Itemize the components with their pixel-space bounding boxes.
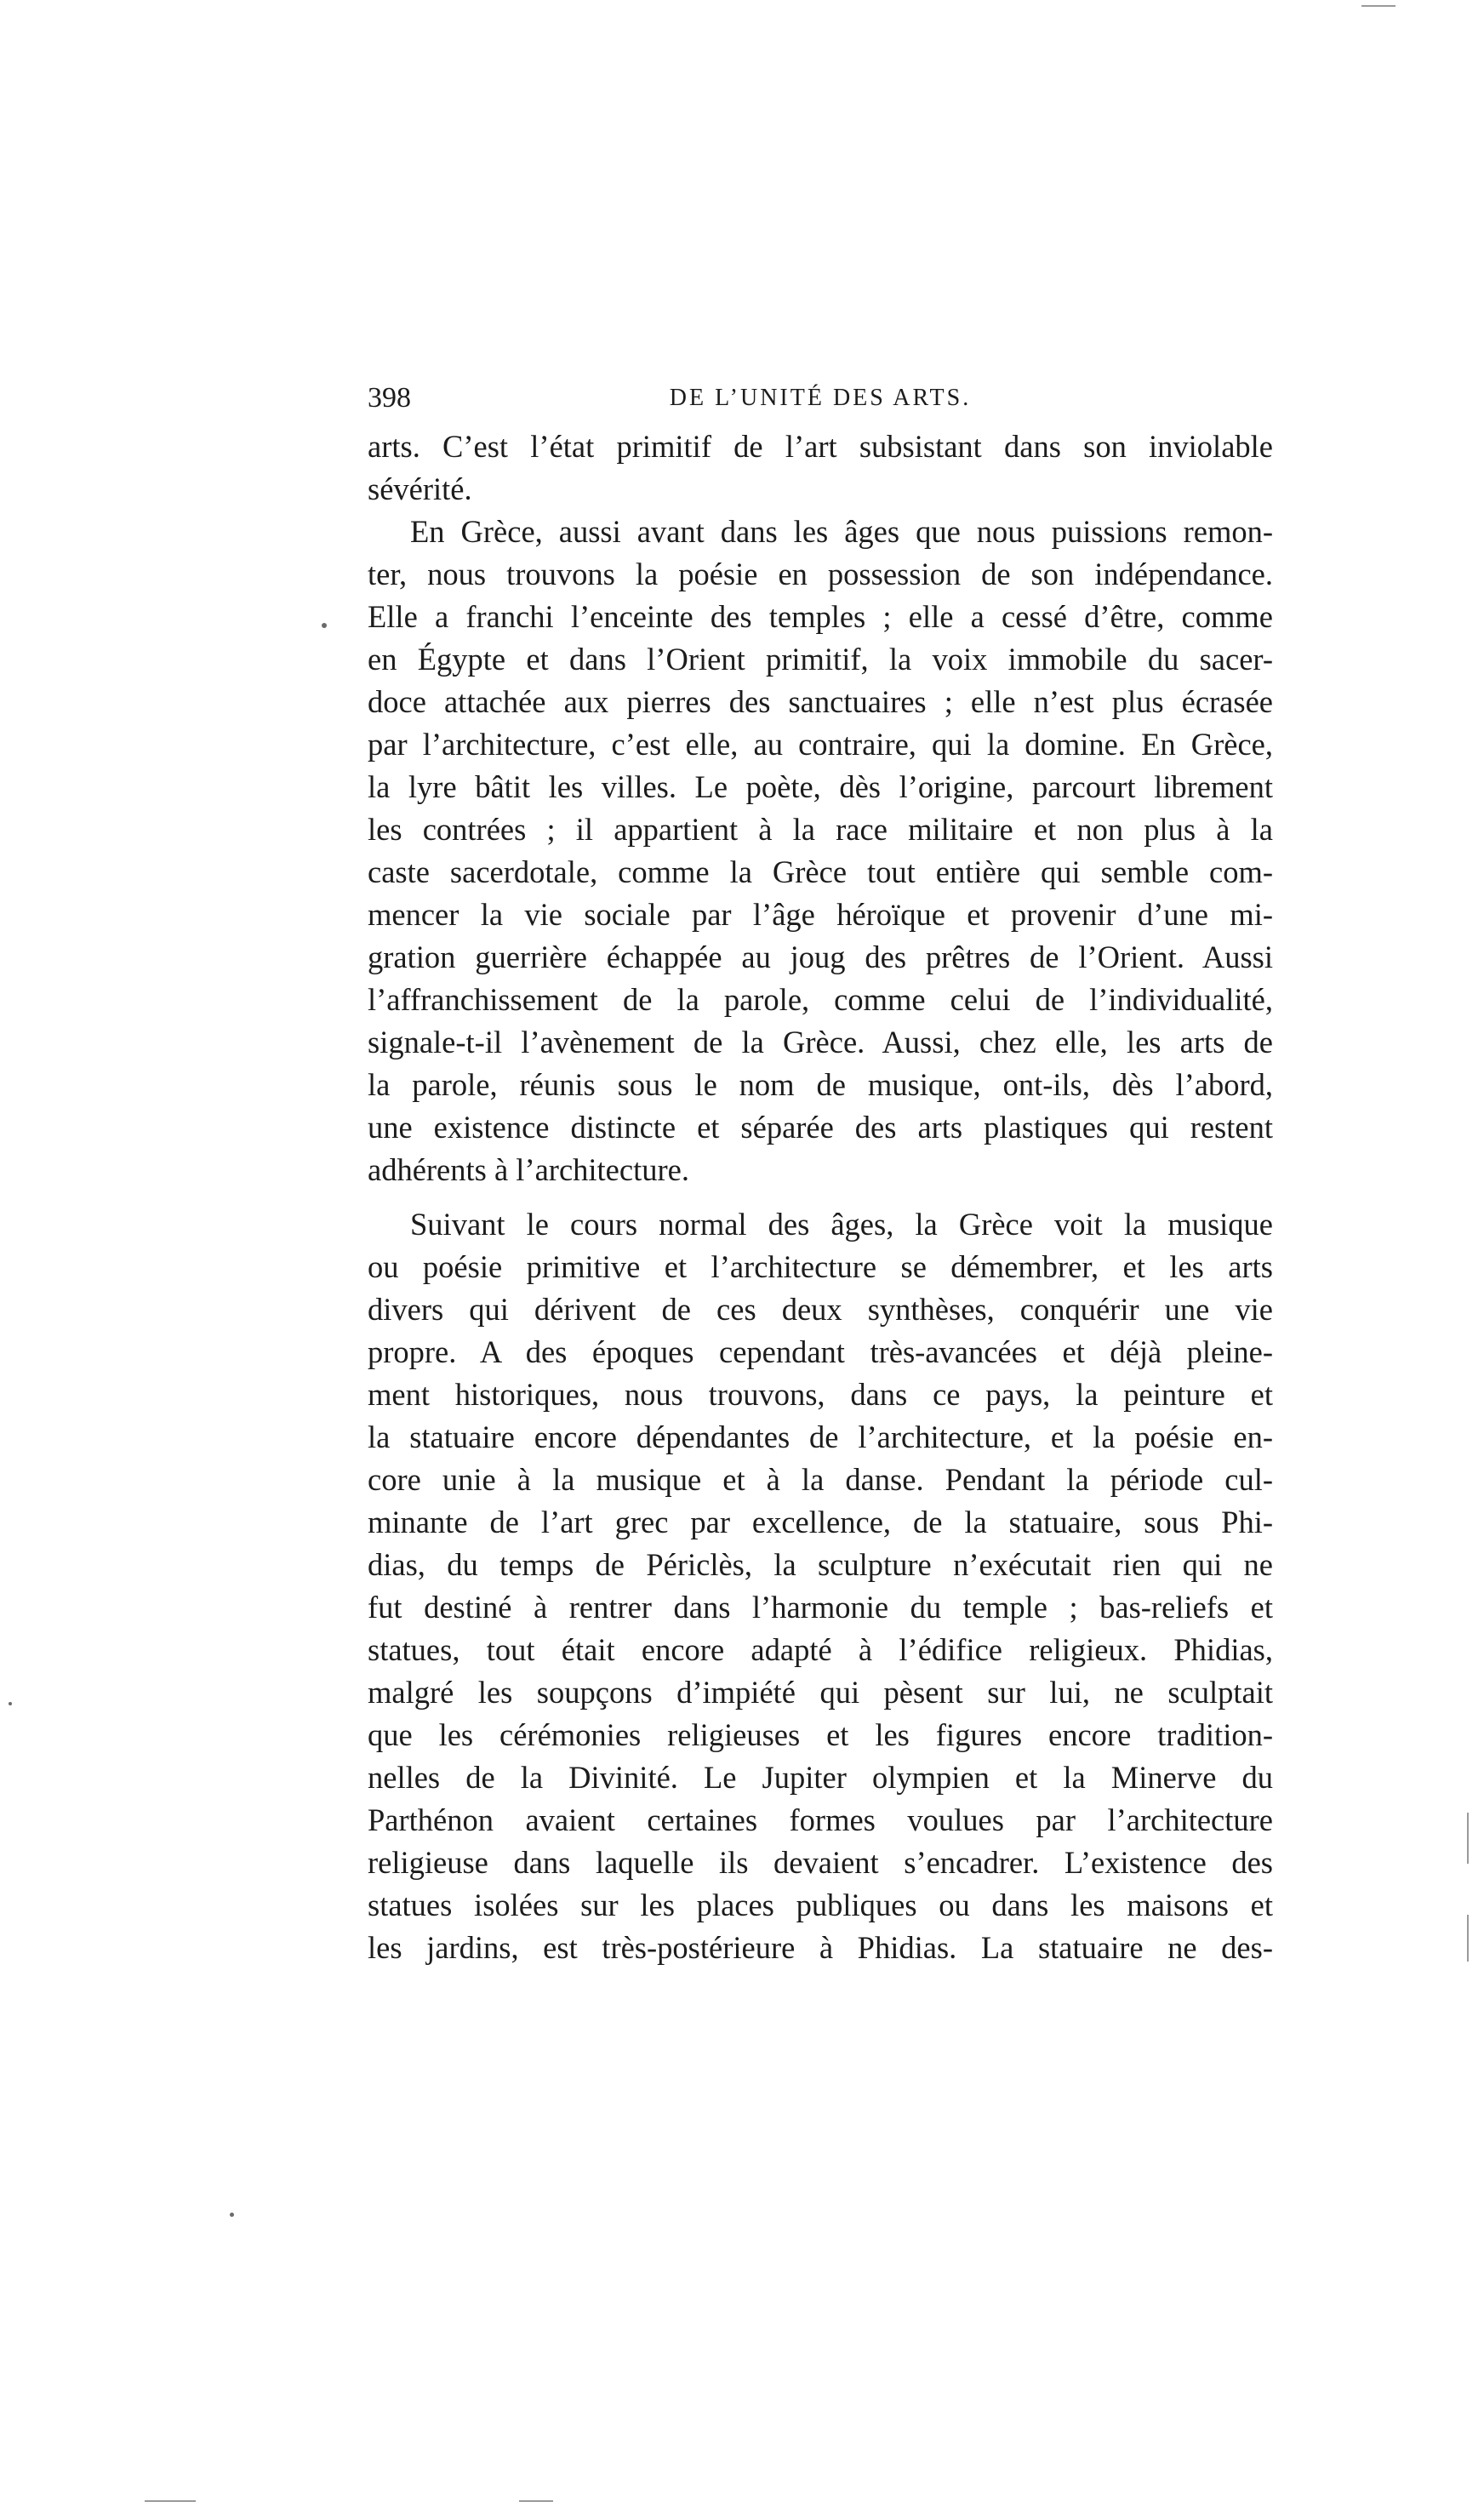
text-line: mencer la vie sociale par l’âge héroïque et provenir d’une mi- bbox=[368, 897, 1273, 932]
text-line: propre. A des époques cependant très-avancées et déjà pleine- bbox=[368, 1334, 1273, 1369]
text-line: adhérents à l’architecture. bbox=[368, 1152, 689, 1187]
text-line: signale-t-il l’avènement de la Grèce. Aussi, chez elle, les arts de bbox=[368, 1025, 1273, 1059]
paragraph-1 bbox=[368, 425, 1273, 511]
text-line: En Grèce, aussi avant dans les âges que nous puissions remon- bbox=[410, 514, 1273, 549]
text-line: ou poésie primitive et l’architecture se démembrer, et les arts bbox=[368, 1249, 1273, 1284]
text-line: que les cérémonies religieuses et les figures encore tradition- bbox=[368, 1717, 1273, 1752]
text-line: Elle a franchi l’enceinte des temples ; elle a cessé d’être, comme bbox=[368, 599, 1273, 634]
scan-edge-mark bbox=[145, 2500, 196, 2502]
scan-edge-mark bbox=[1361, 5, 1396, 7]
text-line: la parole, réunis sous le nom de musique, ont-ils, dès l’abord, bbox=[368, 1067, 1273, 1102]
text-line: Suivant le cours normal des âges, la Grèce voit la musique bbox=[410, 1207, 1273, 1242]
scan-speck bbox=[230, 2213, 234, 2217]
text-line: l’affranchissement de la parole, comme celui de l’individualité, bbox=[368, 982, 1273, 1017]
text-line: la statuaire encore dépendantes de l’architecture, et la poésie en- bbox=[368, 1419, 1273, 1454]
text-line: divers qui dérivent de ces deux synthèses, conquérir une vie bbox=[368, 1292, 1273, 1327]
text-line: dias, du temps de Périclès, la sculpture n’exécutait rien qui ne bbox=[368, 1547, 1273, 1582]
text-line: fut destiné à rentrer dans l’harmonie du temple ; bas-reliefs et bbox=[368, 1590, 1273, 1625]
running-head bbox=[368, 373, 1273, 424]
text-line: ment historiques, nous trouvons, dans ce pays, la peinture et bbox=[368, 1377, 1273, 1412]
text-line: malgré les soupçons d’impiété qui pèsent sur lui, ne sculptait bbox=[368, 1675, 1273, 1710]
text-line: minante de l’art grec par excellence, de la statuaire, sous Phi- bbox=[368, 1505, 1273, 1539]
scan-speck bbox=[9, 1702, 12, 1705]
paragraph-2 bbox=[368, 511, 1273, 1191]
text-line: en Égypte et dans l’Orient primitif, la voix immobile du sacer- bbox=[368, 642, 1273, 677]
text-line: nelles de la Divinité. Le Jupiter olympien et la Minerve du bbox=[368, 1760, 1273, 1795]
text-line: les contrées ; il appartient à la race militaire et non plus à la bbox=[368, 812, 1273, 847]
text-line: sévérité. bbox=[368, 471, 472, 506]
text-line: par l’architecture, c’est elle, au contraire, qui la domine. En Grèce, bbox=[368, 727, 1273, 762]
text-line: la lyre bâtit les villes. Le poète, dès l’origine, parcourt librement bbox=[368, 769, 1273, 804]
text-line: caste sacerdotale, comme la Grèce tout entière qui semble com- bbox=[368, 854, 1273, 889]
text-line: doce attachée aux pierres des sanctuaires ; elle n’est plus écrasée bbox=[368, 684, 1273, 719]
text-line: statues, tout était encore adapté à l’édifice religieux. Phidias, bbox=[368, 1632, 1273, 1667]
text-line: statues isolées sur les places publiques ou dans les maisons et bbox=[368, 1888, 1273, 1922]
scan-edge-mark bbox=[519, 2500, 553, 2502]
text-line: une existence distincte et séparée des arts plastiques qui restent bbox=[368, 1110, 1273, 1145]
scan-speck bbox=[322, 623, 327, 628]
running-title: DE L’UNITÉ DES ARTS. bbox=[669, 385, 972, 411]
text-line: ter, nous trouvons la poésie en possession de son indépendance. bbox=[368, 557, 1273, 591]
text-line: Parthénon avaient certaines formes voulues par l’architecture bbox=[368, 1802, 1273, 1837]
text-line: les jardins, est très-postérieure à Phidias. La statuaire ne des- bbox=[368, 1930, 1273, 1965]
scan-edge-mark bbox=[1467, 1915, 1469, 1962]
body-text bbox=[368, 425, 1273, 1969]
text-line: gration guerrière échappée au joug des prêtres de l’Orient. Aussi bbox=[368, 940, 1273, 974]
text-line: arts. C’est l’état primitif de l’art subsistant dans son inviolable bbox=[368, 429, 1273, 464]
page-number: 398 bbox=[368, 382, 411, 414]
paragraph-3 bbox=[368, 1203, 1273, 1969]
text-line: core unie à la musique et à la danse. Pendant la période cul- bbox=[368, 1462, 1273, 1497]
text-line: religieuse dans laquelle ils devaient s’encadrer. L’existence des bbox=[368, 1845, 1273, 1880]
scan-edge-mark bbox=[1467, 1813, 1469, 1864]
